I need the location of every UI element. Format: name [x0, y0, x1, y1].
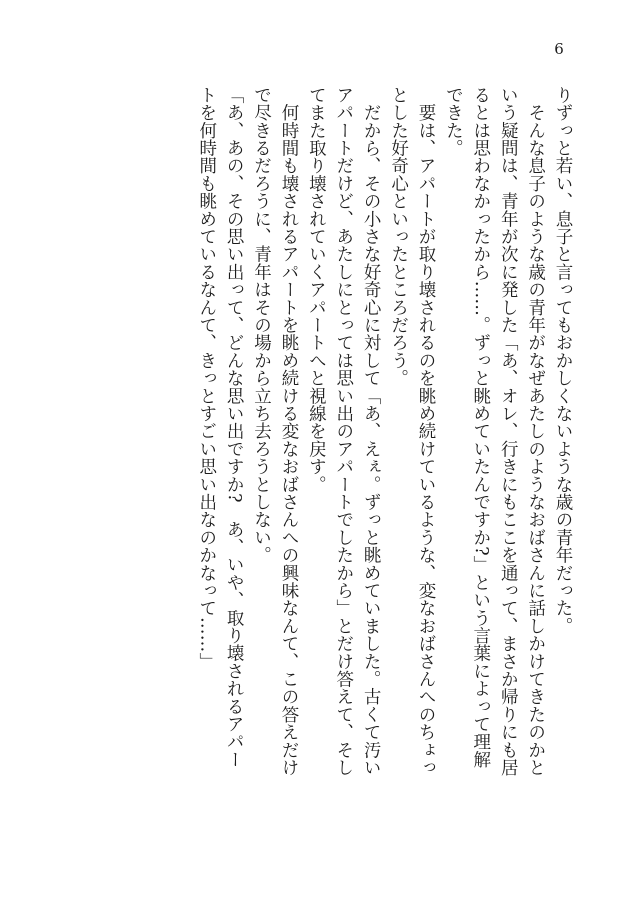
text-line: だから、その小さな好奇心に対して「あ、えぇ。ずっと眺めていました。古くて汚い	[361, 86, 382, 777]
text-line: るとは思わなかったから……。ずっと眺めていたんですか?」という言葉によって理解	[470, 86, 491, 769]
text-line: アパートだけど、あたしにとっては思い出のアパートでしたから」とだけ答えて、そし	[333, 86, 354, 777]
text-line: トを何時間も眺めているなんて、きっとすごい思い出なのかなって……」	[196, 86, 217, 671]
text-line: できた。	[443, 86, 464, 157]
page-number: 6	[554, 40, 564, 58]
text-line: そんな息子のような歳の青年がなぜあたしのようなおばさんに話しかけてきたのかと	[525, 86, 546, 777]
text-line: で尽きるだろうに、青年はその場から立ち去ろうとしない。	[251, 86, 272, 564]
text-line: 何時間も壊されるアパートを眺め続ける変なおばさんへの興味なんて、この答えだけ	[278, 86, 299, 777]
text-line: いう疑問は、青年が次に発した「あ、オレ、行きにもここを通って、まさか帰りにも居	[498, 86, 519, 777]
text-line: 「あ、あの、その思い出って、どんな思い出ですか? あ、いや、取り壊されるアパー	[224, 86, 245, 769]
text-line: 要は、アパートが取り壊されるのを眺め続けているような、変なおばさんへのちょっ	[415, 86, 436, 777]
text-line: とした好奇心といったところだろう。	[388, 86, 409, 387]
body-text	[138, 86, 576, 777]
text-line: てまた取り壊されていくアパートへと視線を戻す。	[306, 86, 327, 494]
text-line: りずっと若い、息子と言ってもおかしくないような歳の青年だった。	[553, 86, 573, 635]
